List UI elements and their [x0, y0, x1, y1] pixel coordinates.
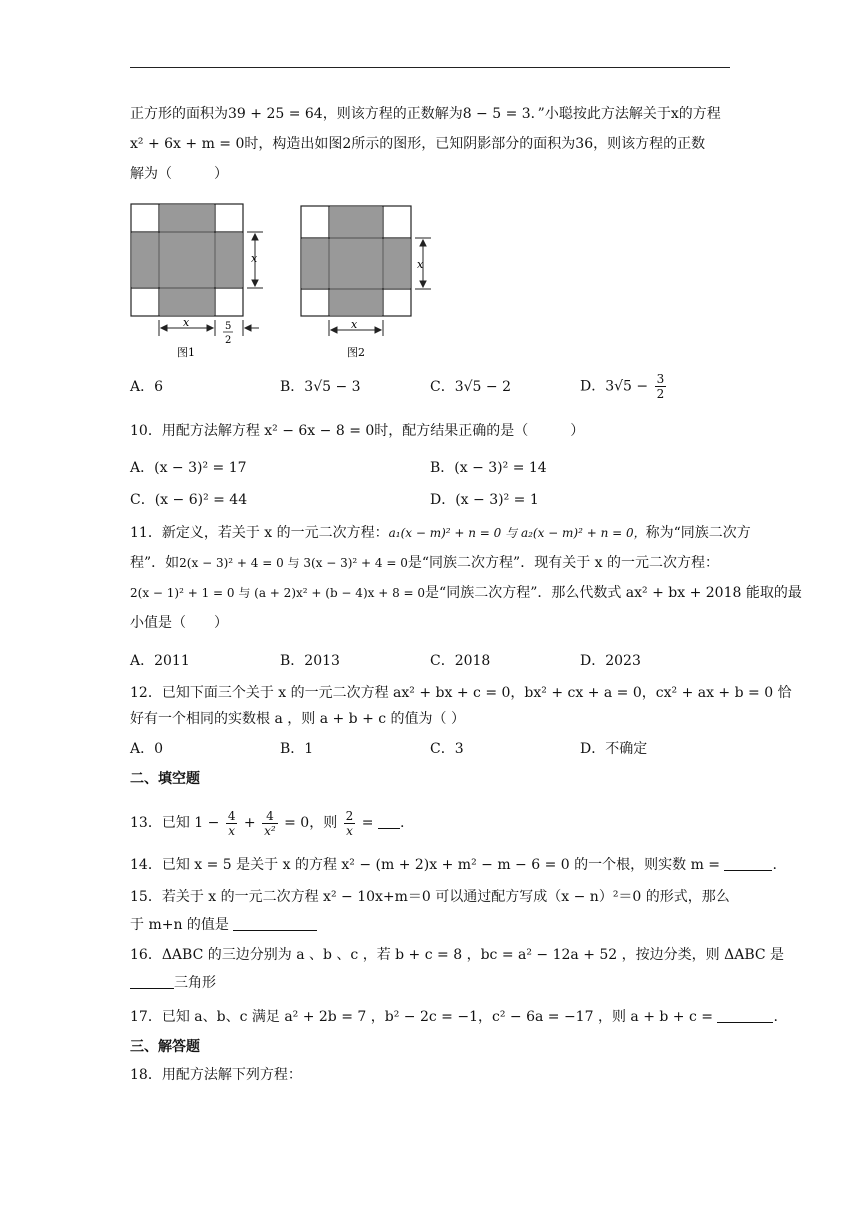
figure-1: [125, 198, 275, 360]
q17: [130, 1006, 778, 1028]
section-fill-in-heading: 二、填空题: [130, 771, 200, 787]
fig2-x-label: x: [417, 258, 424, 271]
q9-option-b: B．3√5 − 3: [280, 379, 361, 395]
q13-equals: =: [361, 815, 374, 831]
q17-tail: .: [773, 1009, 778, 1025]
q12-option-b: B．1: [280, 741, 314, 757]
q11-option-d: D．2023: [580, 653, 641, 669]
q13-frac1-den: x: [228, 823, 236, 838]
q13-frac2-num: 4: [262, 809, 278, 824]
q11-option-b: B．2013: [280, 653, 340, 669]
fig1-frac-den: 2: [225, 335, 232, 346]
q10-option-a: A．(x − 3)² = 17: [130, 460, 247, 476]
q13-frac3-den: x: [346, 823, 353, 838]
q13: [130, 808, 404, 838]
fig1-x-label: x: [251, 252, 258, 265]
q14: [130, 854, 777, 876]
q11-line1-text: 11．新定义，若关于 x 的一元二次方程：: [130, 525, 389, 541]
figure-2: [295, 198, 440, 360]
q10-text: 10．用配方法解方程 x² − 6x − 8 = 0时，配方结果正确的是（ ）: [130, 423, 585, 439]
q17-text: 17．已知 a、b、c 满足 a² + 2b = 7 ，b² − 2c = −1，c² − 6a = −17 ，则 a + b + c =: [130, 1009, 713, 1025]
fig1-caption: 图1: [177, 346, 195, 359]
fig2-x-bottom-label: x: [351, 318, 358, 331]
q10-option-b: B．(x − 3)² = 14: [430, 460, 547, 476]
q9-line2: x² + 6x + m = 0时，构造出如图2所示的图形，已知阴影部分的面积为36，则该方程的正数: [130, 136, 706, 152]
q11-line3-end: 是“同族二次方程”．那么代数式 ax² + bx + 2018 能取的最: [425, 585, 802, 601]
fig2-caption: 图2: [347, 346, 365, 359]
q11-line3: [130, 582, 802, 604]
q15-line2-text: 于 m+n 的值是: [130, 917, 229, 933]
q16-answer-blank[interactable]: [130, 988, 174, 989]
q11-line2-text: 程”．如: [130, 555, 180, 571]
q15-answer-blank[interactable]: [233, 930, 317, 931]
q11-line2: [130, 552, 719, 574]
q11-line2-math: 2(x − 3)² + 4 = 0 与 3(x − 3)² + 4 = 0: [179, 556, 408, 570]
q11-option-c: C．2018: [430, 653, 491, 669]
q11-line4: 小值是（ ）: [130, 615, 228, 631]
q11-line3-math: 2(x − 1)² + 1 = 0 与 (a + 2)x² + (b − 4)x + 8 = 0: [130, 586, 426, 600]
fig1-frac-num: 5: [225, 321, 232, 332]
section-solve-heading: 三、解答题: [130, 1039, 200, 1055]
q9-line1: 正方形的面积为39 + 25 = 64，则该方程的正数解为8 − 5 = 3．”小聪按此方法解关于x的方程: [130, 106, 721, 122]
q13-prefix: 13．已知 1 −: [130, 815, 220, 831]
q15-line2: [130, 914, 317, 936]
q16-line2-text: 三角形: [174, 975, 216, 991]
q9-option-d-num: 3: [656, 372, 665, 386]
q13-eq: = 0，则: [284, 815, 338, 831]
q11-line1-end: 称为“同族二次方: [645, 525, 751, 541]
q15-line1: 15．若关于 x 的一元二次方程 x² − 10x+m＝0 可以通过配方写成（x − n）²＝0 的形式，那么: [130, 889, 730, 905]
q13-plus: +: [243, 815, 256, 831]
q9-option-d-den: 2: [656, 387, 665, 401]
q10-option-d: D．(x − 3)² = 1: [430, 492, 539, 508]
q13-frac2-den: x²: [264, 823, 276, 838]
q9-option-a: A．6: [130, 379, 164, 395]
q12-line2: 好有一个相同的实数根 a ，则 a + b + c 的值为（ ）: [130, 711, 466, 727]
q11-line1: [130, 522, 751, 544]
q11-line1-math: a₁(x − m)² + n = 0 与 a₂(x − m)² + n = 0，: [388, 526, 646, 540]
q13-answer-blank[interactable]: [378, 828, 400, 829]
q13-tail: .: [399, 815, 405, 831]
q12-option-a: A．0: [130, 741, 164, 757]
q9-line3: 解为（ ）: [130, 166, 228, 182]
q11-option-a: A．2011: [130, 653, 190, 669]
header-rule: [130, 67, 730, 68]
q12-line1: 12．已知下面三个关于 x 的一元二次方程 ax² + bx + c = 0，bx² + cx + a = 0，cx² + ax + b = 0 恰: [130, 685, 792, 701]
q11-line2-end: 是“同族二次方程”．现有关于 x 的一元二次方程：: [407, 555, 719, 571]
q10-option-c: C．(x − 6)² = 44: [130, 492, 248, 508]
q14-text: 14．已知 x = 5 是关于 x 的方程 x² − (m + 2)x + m² − m − 6 = 0 的一个根，则实数 m =: [130, 857, 721, 873]
q14-tail: .: [772, 857, 777, 873]
q12-option-d: D．不确定: [580, 741, 648, 757]
q13-frac3-num: 2: [345, 808, 354, 823]
q14-answer-blank[interactable]: [724, 870, 772, 871]
q9-option-c: C．3√5 − 2: [430, 379, 511, 395]
q16-line1: 16．ΔABC 的三边分别为 a 、b 、c ，若 b + c = 8 ，bc = a² − 12a + 52 ，按边分类，则 ΔABC 是: [130, 947, 785, 963]
q12-option-c: C．3: [430, 741, 464, 757]
q16-line2: [130, 972, 216, 994]
q13-frac1-num: 4: [227, 808, 236, 823]
fig1-x-bottom-label: x: [183, 316, 190, 329]
q17-answer-blank[interactable]: [717, 1022, 773, 1023]
q9-option-d-prefix: D．3√5 −: [580, 378, 649, 395]
q9-option-d: [580, 372, 668, 401]
q18-text: 18．用配方法解下列方程：: [130, 1067, 302, 1083]
